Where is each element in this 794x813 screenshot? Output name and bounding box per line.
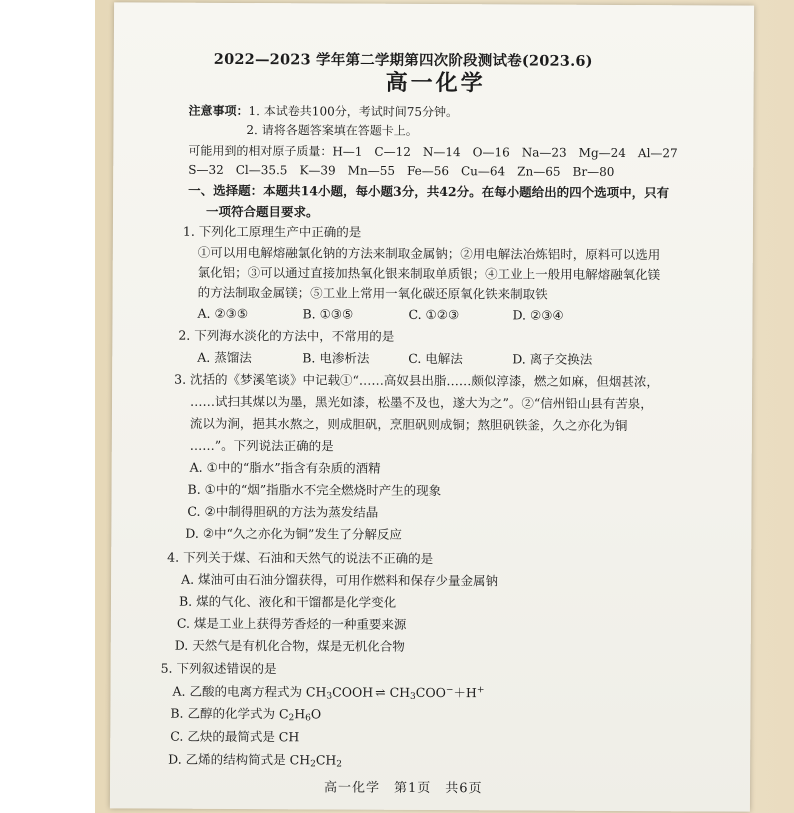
q5-option-a [172,685,484,703]
section-1-heading-cont: 一项符合题目要求。 [205,203,319,220]
q5-a-sup-plus: + [476,685,485,696]
q4-option-b: B. 煤的气化、液化和干馏都是化学变化 [178,593,397,610]
q1-option-a: A. ②③⑤ [197,305,249,322]
q1-stem-line-4: 的方法制取金属镁；⑤工业上常用一氧化碳还原氧化铁来制取铁 [197,284,548,302]
q5-d-sub-1: 2 [310,759,316,770]
q3-option-d: D. ②中“久之亦化为铜”发生了分解反应 [185,525,402,542]
q5-a-sub-1: 3 [326,691,333,702]
q5-d-sub-2: 2 [336,759,343,770]
note-1: 1. 本试卷共100分，考试时间75分钟。 [248,104,459,120]
q1-stem: 1. 下列化工原理生产中正确的是 [182,223,362,240]
q5-b-h: H [294,706,306,722]
q5-b-sub-2: 6 [305,713,311,724]
q5-option-c: C. 乙炔的最简式是 CH [170,728,300,745]
q2-stem: 2. 下列海水淡化的方法中，不常用的是 [178,327,395,344]
q1-stem-line-3: 氯化铝；③可以通过直接加热氧化银来制取单质银；④工业上一般用电解熔融氧化镁 [197,264,661,283]
q5-stem: 5. 下列叙述错误的是 [160,660,277,677]
note-2: 2. 请将各题答案填在答题卡上。 [246,123,418,138]
exam-title: 2022—2023 学年第二学期第四次阶段测试卷(2023.6) [213,50,593,70]
q1-stem-line-2: ①可以用电解熔融氯化钠的方法来制取金属钠；②用电解法冶炼铝时，原料可以选用 [197,244,661,263]
atomic-masses-line-1: 可能用到的相对原子质量：H—1 C—12 N—14 O—16 Na—23 Mg—24 Al—27 [188,143,678,161]
q4-stem: 4. 下列关于煤、石油和天然气的说法不正确的是 [167,549,434,567]
q3-stem-line-3: 流以为涧，挹其水熬之，则成胆矾，烹胆矾则成铜；熬胆矾铁釜，久之亦化为铜 [189,415,628,434]
exam-sheet [110,2,754,811]
q3-option-a: A. ①中的“脂水”指含有杂质的酒精 [189,459,381,476]
q5-b-text: B. 乙醇的化学式为 C [170,705,289,722]
q5-a-sub-2: 3 [410,691,416,702]
q5-option-b [170,705,322,724]
page-footer: 高一化学 第1页 共6页 [323,780,483,797]
q5-b-sub-1: 2 [288,713,295,724]
q3-stem: 3. 沈括的《梦溪笔谈》中记载①“……高奴县出脂……颇似淳漆，燃之如麻，但烟甚浓， [174,371,659,390]
q3-stem-line-4: ……”。下列说法正确的是 [189,437,334,454]
q4-option-d: D. 天然气是有机化合物，煤是无机化合物 [174,637,405,654]
section-1-heading: 一、选择题：本题共14小题，每小题3分，共42分。在每小题给出的四个选项中，只有 [188,182,670,201]
q1-option-b: B. ①③⑤ [302,306,354,322]
q3-stem-line-2: ……试扫其煤以为墨，黑光如漆，松墨不及也，遂大为之”。②“信州铅山县有苦泉， [189,393,653,412]
q5-d-ch: CH [315,752,337,768]
q3-option-c: C. ②中制得胆矾的方法为蒸发结晶 [187,503,379,520]
notes-line-1 [189,105,459,118]
q5-a-coo: COO [415,684,446,701]
notes-label: 注意事项： [188,103,249,119]
q3-option-b: B. ①中的“烟”指脂水不完全燃烧时产生的现象 [187,481,442,499]
q2-option-c: C. 电解法 [408,350,463,367]
q2-option-d: D. 离子交换法 [512,351,593,367]
equilibrium-arrow-icon: ⇌ [375,684,388,700]
q4-option-c: C. 煤是工业上获得芳香烃的一种重要来源 [176,615,407,632]
q1-option-d: D. ②③④ [512,307,564,323]
atomic-masses-line-2: S—32 Cl—35.5 K—39 Mn—55 Fe—56 Cu—64 Zn—65 Br—80 [188,162,615,179]
q5-a-ch: CH [389,684,411,700]
subject-title: 高一化学 [385,69,486,97]
q5-d-text: D. 乙烯的结构简式是 CH [168,751,311,768]
q4-option-a: A. 煤油可由石油分馏获得，可用作燃料和保存少量金属钠 [181,571,499,589]
q5-option-d [168,751,343,770]
q5-a-cooh: COOH [332,684,374,700]
q5-a-text: A. 乙酸的电离方程式为 CH [172,683,327,700]
q5-b-o: O [310,706,322,722]
q2-option-a: A. 蒸馏法 [197,349,252,366]
q1-option-c: C. ①②③ [408,306,460,323]
q2-option-b: B. 电渗析法 [302,350,370,366]
q5-a-h: ＋H [453,685,477,701]
q5-a-sup-minus: − [445,685,454,696]
